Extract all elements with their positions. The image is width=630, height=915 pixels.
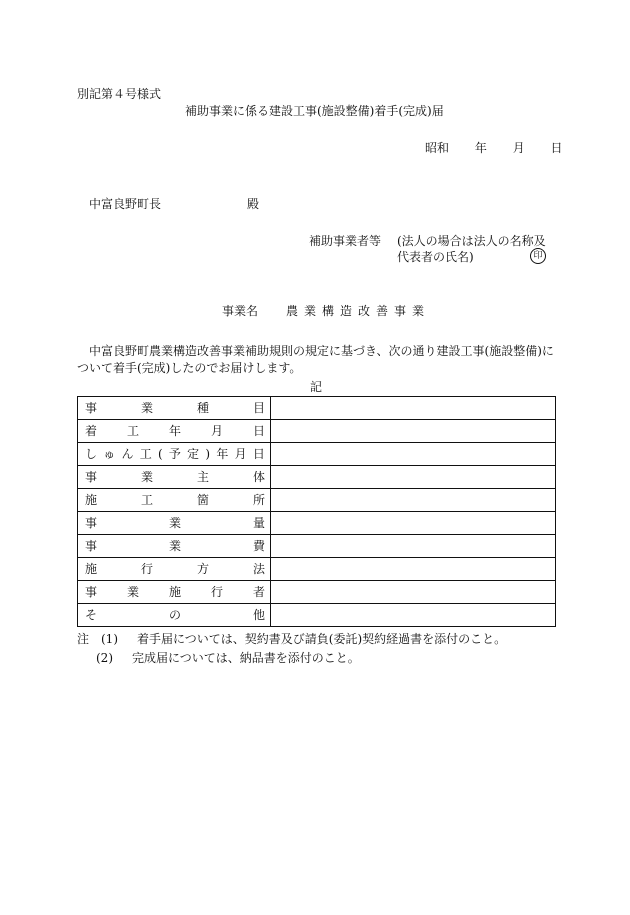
table-row bbox=[78, 558, 556, 581]
row-label bbox=[78, 466, 271, 489]
row-label-text: 事 業 施 行 者 bbox=[85, 585, 265, 599]
addressee-name: 中富良野町長 bbox=[89, 197, 162, 211]
body-text-line1: 中富良野町農業構造改善事業補助規則の規定に基づき、次の通り建設工事(施設整備)に bbox=[89, 344, 554, 358]
row-value[interactable] bbox=[271, 581, 556, 604]
details-table bbox=[77, 396, 556, 627]
table-row bbox=[78, 535, 556, 558]
date-day: 日 bbox=[550, 141, 563, 155]
row-label-text: 事 業 費 bbox=[85, 539, 265, 553]
project-name: 農業構造改善事業 bbox=[286, 304, 431, 318]
table-row bbox=[78, 581, 556, 604]
row-label bbox=[78, 397, 271, 420]
row-label bbox=[78, 581, 271, 604]
seal-mark: 印 bbox=[530, 248, 546, 264]
note-number: (1) bbox=[101, 632, 118, 646]
note-text: 着手届については、契約書及び請負(委託)契約経過書を添付のこと。 bbox=[137, 632, 507, 646]
row-label bbox=[78, 512, 271, 535]
document-title: 補助事業に係る建設工事(施設整備)着手(完成)届 bbox=[185, 104, 444, 118]
table-row bbox=[78, 420, 556, 443]
table-row bbox=[78, 443, 556, 466]
table-row bbox=[78, 512, 556, 535]
row-value[interactable] bbox=[271, 604, 556, 627]
row-value[interactable] bbox=[271, 443, 556, 466]
row-label-text: 施 工 箇 所 bbox=[85, 493, 265, 507]
table-row bbox=[78, 489, 556, 512]
row-label-text: 事 業 種 目 bbox=[85, 401, 265, 415]
date-era: 昭和 bbox=[425, 141, 450, 155]
row-value[interactable] bbox=[271, 512, 556, 535]
applicant-label: 補助事業者等 bbox=[309, 234, 382, 248]
date-year: 年 bbox=[474, 141, 487, 155]
row-label-text: 事 業 量 bbox=[85, 516, 265, 530]
row-label bbox=[78, 604, 271, 627]
project-line bbox=[222, 304, 430, 318]
note-text: 完成届については、納品書を添付のこと。 bbox=[132, 651, 360, 665]
row-label bbox=[78, 420, 271, 443]
note-item-2 bbox=[96, 651, 360, 665]
date-month: 月 bbox=[512, 141, 525, 155]
form-number: 別記第４号様式 bbox=[77, 87, 162, 101]
row-value[interactable] bbox=[271, 535, 556, 558]
applicant-note-line2: 代表者の氏名) bbox=[397, 250, 474, 264]
row-value[interactable] bbox=[271, 397, 556, 420]
applicant-note-line1: (法人の場合は法人の名称及 bbox=[397, 234, 546, 248]
row-label-text: 施 行 方 法 bbox=[85, 562, 265, 576]
row-label bbox=[78, 443, 271, 466]
row-value[interactable] bbox=[271, 489, 556, 512]
note-head: 注 bbox=[77, 632, 90, 646]
row-value[interactable] bbox=[271, 466, 556, 489]
ki-heading: 記 bbox=[310, 380, 323, 394]
project-label: 事業名 bbox=[222, 304, 259, 318]
date-line bbox=[425, 141, 563, 155]
table-row bbox=[78, 466, 556, 489]
row-label-text: し ゅ ん 工 ( 予 定 ) 年 月 日 bbox=[85, 447, 265, 461]
row-label bbox=[78, 489, 271, 512]
row-label bbox=[78, 558, 271, 581]
note-item-1 bbox=[77, 632, 506, 646]
row-label-text: そ の 他 bbox=[85, 608, 265, 622]
row-value[interactable] bbox=[271, 558, 556, 581]
row-label bbox=[78, 535, 271, 558]
note-number: (2) bbox=[96, 651, 113, 665]
row-label-text: 着 工 年 月 日 bbox=[85, 424, 265, 438]
table-row bbox=[78, 397, 556, 420]
table-row bbox=[78, 604, 556, 627]
addressee-honorific: 殿 bbox=[247, 197, 260, 211]
addressee bbox=[89, 197, 259, 211]
body-text-line2: ついて着手(完成)したのでお届けします。 bbox=[77, 361, 302, 375]
row-label-text: 事 業 主 体 bbox=[85, 470, 265, 484]
row-value[interactable] bbox=[271, 420, 556, 443]
